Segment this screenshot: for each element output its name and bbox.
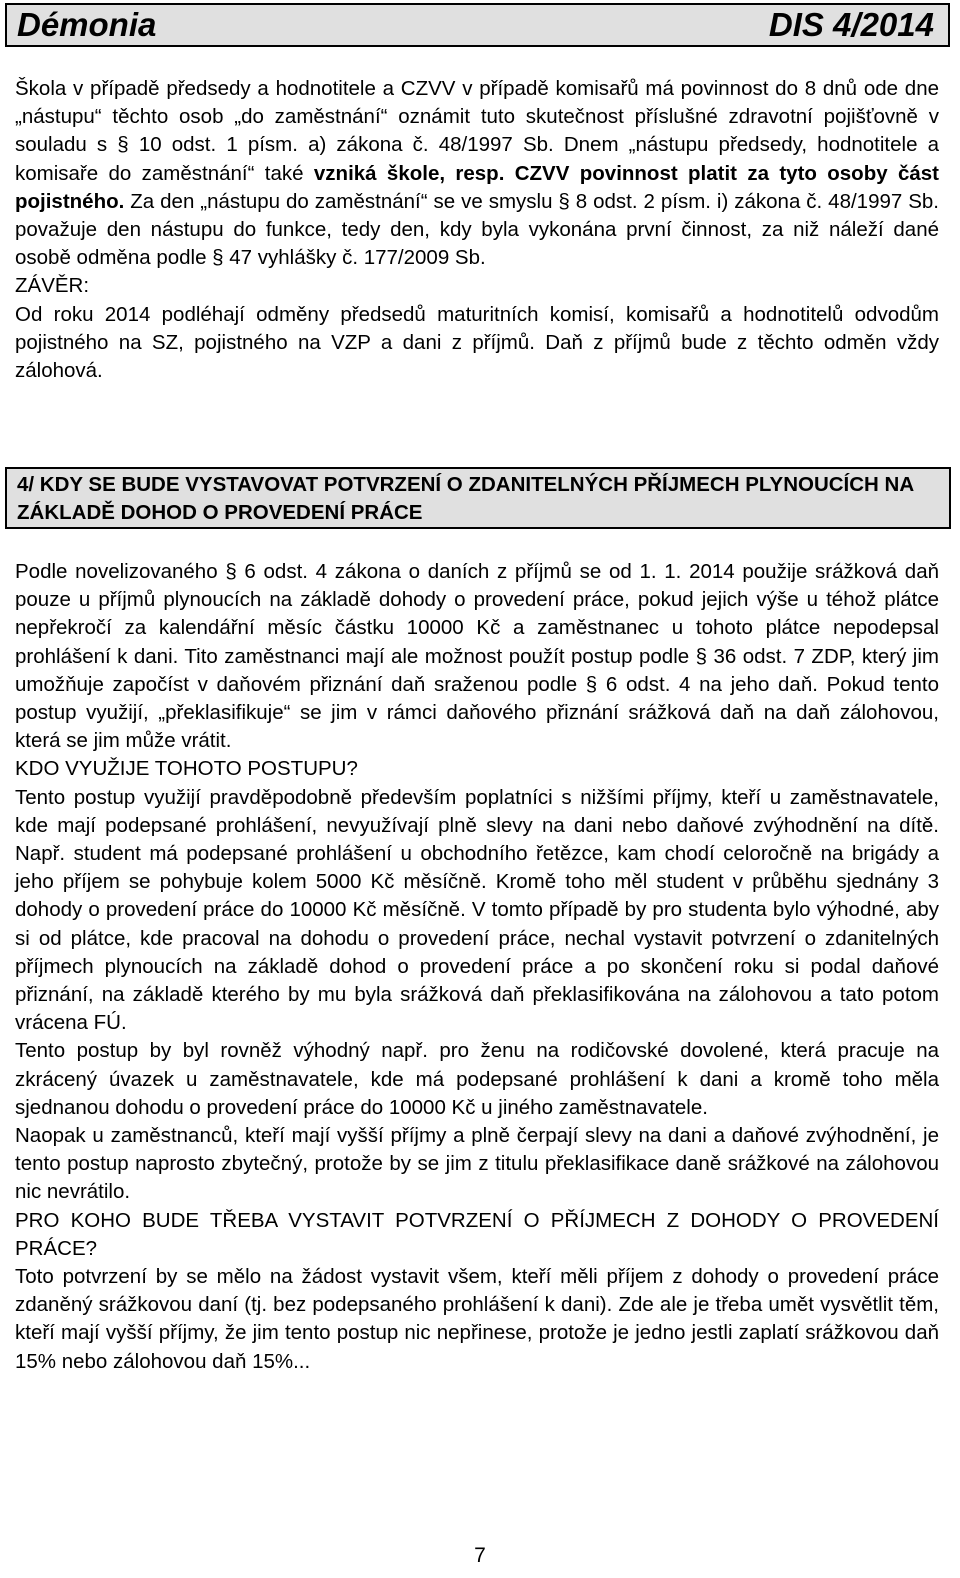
conclusion-label: ZÁVĚR:	[15, 274, 90, 298]
paragraph-certificate: Toto potvrzení by se mělo na žádost vystavit všem, kteří měli příjem z dohody o provedení práce zdaněný srážkovou daní (tj. bez podepsaného prohlášení k dani). Zde ale je třeba umět vysvětlit těm, kteří mají vyšší příjmy, že jim tento postup nic nepřinese, protože je jedno jestli zaplatí srážkovou daň 15% nebo zálohovou daň 15%...	[15, 1265, 939, 1373]
paragraph-novelization: Podle novelizovaného § 6 odst. 4 zákona o daních z příjmů se od 1. 1. 2014 použije srážková daň pouze u příjmů plynoucích na základě dohody o provedení práce, pokud jejich výše u téhož plátce nepřekročí za kalendářní měsíc částku 10000 Kč a zaměstnanec u tohoto plátce nepodepsal prohlášení k dani. Tito zaměstnanci mají ale možnost použít postup podle § 36 odst. 7 ZDP, který jim umožňuje započíst v daňovém přiznání daň sraženou podle § 6 odst. 4 na jeho daň. Pokud tento postup využijí, „překlasifikuje“ se jim v rámci daňového přiznání srážková daň na daň zálohovou, která se jim může vrátit.	[15, 560, 939, 753]
issue-label: DIS 4/2014	[768, 6, 934, 43]
paragraph-parental-leave: Tento postup by byl rovněž výhodný např. pro ženu na rodičovské dovolené, která pracuje na zkrácený úvazek u zaměstnavatele, kde má podepsané prohlášení k dani a kromě toho měla sjednanou dohodu o provedení práce do 10000 Kč u jiného zaměstnavatele.	[15, 1039, 939, 1119]
top-section	[15, 75, 939, 385]
paragraph-insurance-obligation: Škola v případě předsedy a hodnotitele a CZVV v případě komisařů má povinnost do 8 dnů ode dne „nástupu“ těchto osob „do zaměstnání“ oznámit tuto skutečnost příslušné zdravotní pojišťovně v souladu s § 10 odst. 1 písm. a) zákona č. 48/1997 Sb. Dnem „nástupu předsedy, hodnotitele a komisaře do zaměstnání“ také vzniká škole, resp. CZVV povinnost platit za tyto osoby část pojistného. Za den „nástupu do zaměstnání“ se ve smyslu § 8 odst. 2 písm. i) zákona č. 48/1997 Sb. považuje den nástupu do funkce, tedy den, kdy byla vykonána první činnost, za niž náleží dané osobě odměna podle § 47 vyhlášky č. 177/2009 Sb.	[15, 77, 940, 270]
paragraph-higher-income: Naopak u zaměstnanců, kteří mají vyšší příjmy a plně čerpají slevy na dani a daňové zvýhodnění, je tento postup naprosto zbytečný, protože by se jim z titulu překlasifikace daně srážkové na zálohovou nic nevrátilo.	[15, 1124, 939, 1204]
section-heading: 4/ KDY SE BUDE VYSTAVOVAT POTVRZENÍ O ZDANITELNÝCH PŘÍJMECH PLYNOUCÍCH NA ZÁKLADĚ DOHOD O PROVEDENÍ PRÁCE	[5, 467, 951, 529]
publisher-name: Démonia	[17, 6, 157, 43]
page-header	[5, 3, 950, 47]
paragraph-student-example: Tento postup využijí pravděpodobně především poplatníci s nižšími příjmy, kteří u zaměstnavatele, kde mají podepsané prohlášení, nevyužívají plně slevy na dani nebo daňové zvýhodnění na dítě. Např. student má podepsané prohlášení u obchodního řetězce, kam chodí celoročně na brigády a jeho příjem se pohybuje kolem 5000 Kč měsíčně. Kromě toho měl student v průběhu sjednány 3 dohody o provedení práce do 10000 Kč měsíčně. V tomto případě by pro studenta bylo výhodné, aby si od plátce, kde pracoval na dohodu o provedení práce, nechal vystavit potvrzení o zdanitelných příjmech plynoucích na základě dohod o provedení práce a po skončení roku si podal daňové přiznání, na základě kterého by mu byla srážková daň překlasifikována na zálohovou a tato potom vrácena FÚ.	[15, 785, 939, 1035]
main-body	[15, 558, 939, 1376]
question-who: KDO VYUŽIJE TOHOTO POSTUPU?	[15, 757, 358, 781]
page-number: 7	[474, 1544, 486, 1567]
question-for-whom: PRO KOHO BUDE TŘEBA VYSTAVIT POTVRZENÍ O PŘÍJMECH Z DOHODY O PROVEDENÍ PRÁCE?	[15, 1208, 939, 1260]
conclusion-text: Od roku 2014 podléhají odměny předsedů maturitních komisí, komisařů a hodnotitelů odvodům pojistného na SZ, pojistného na VZP a dani z příjmů. Daň z příjmů bude z těchto odměn vždy zálohová.	[15, 302, 939, 383]
bold-emphasis: vzniká škole, resp. CZVV povinnost platit za tyto osoby část pojistného.	[15, 161, 940, 213]
